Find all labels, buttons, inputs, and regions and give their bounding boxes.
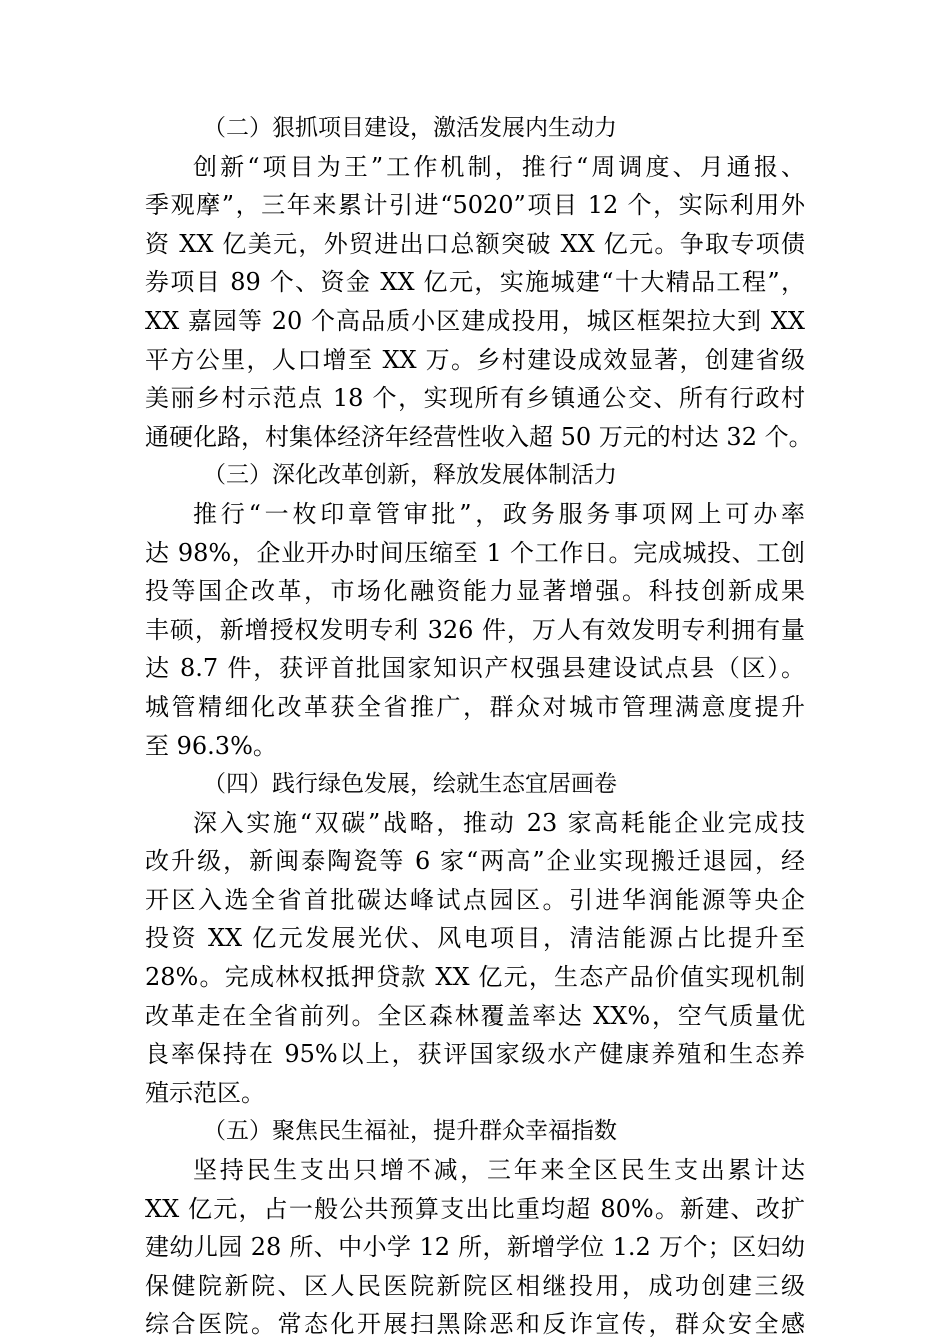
section-heading-4: （四）践行绿色发展，绘就生态宜居画卷 — [203, 771, 617, 798]
section-heading-5: （五）聚焦民生福祉，提升群众幸福指数 — [203, 1118, 617, 1145]
paragraph-line: 城管精细化改革获全省推广，群众对城市管理满意度提升 — [145, 692, 805, 721]
paragraph-line: 坚持民生支出只增不减，三年来全区民生支出累计达 — [193, 1156, 805, 1185]
paragraph-line: 创新“项目为王”工作机制，推行“周调度、月通报、 — [193, 152, 805, 181]
paragraph-line: 季观摩”，三年来累计引进“5020”项目 12 个，实际利用外 — [145, 191, 805, 220]
paragraph-line: 开区入选全省首批碳达峰试点园区。引进华润能源等央企 — [145, 885, 805, 914]
paragraph-line: 改革走在全省前列。全区森林覆盖率达 XX%，空气质量优 — [145, 1001, 805, 1030]
paragraph-line: 美丽乡村示范点 18 个，实现所有乡镇通公交、所有行政村 — [145, 384, 805, 413]
paragraph-line: 资 XX 亿美元，外贸进出口总额突破 XX 亿元。争取专项债 — [145, 229, 805, 258]
paragraph-line: 平方公里，人口增至 XX 万。乡村建设成效显著，创建省级 — [145, 345, 805, 374]
paragraph-line: 保健院新院、区人民医院新院区相继投用，成功创建三级 — [145, 1271, 805, 1300]
paragraph-line: 达 8.7 件，获评首批国家知识产权强县建设试点县（区）。 — [145, 654, 805, 683]
paragraph-line: 达 98%，企业开办时间压缩至 1 个工作日。完成城投、工创 — [145, 538, 805, 567]
paragraph-line: 改升级，新闽泰陶瓷等 6 家“两高”企业实现搬迁退园，经 — [145, 847, 805, 876]
paragraph-line: 殖示范区。 — [145, 1078, 265, 1107]
paragraph-line: 推行“一枚印章管审批”，政务服务事项网上可办率 — [193, 499, 805, 528]
paragraph-line: 投等国企改革，市场化融资能力显著增强。科技创新成果 — [145, 577, 805, 606]
paragraph-line: 28%。完成林权抵押贷款 XX 亿元，生态产品价值实现机制 — [145, 963, 805, 992]
paragraph-line: 券项目 89 个、资金 XX 亿元，实施城建“十大精品工程”， — [145, 268, 805, 297]
paragraph-line: XX 亿元，占一般公共预算支出比重均超 80%。新建、改扩 — [145, 1194, 805, 1223]
paragraph-line: XX 嘉园等 20 个高品质小区建成投用，城区框架拉大到 XX — [145, 306, 805, 335]
paragraph-line: 至 96.3%。 — [145, 731, 277, 760]
paragraph-line: 投资 XX 亿元发展光伏、风电项目，清洁能源占比提升至 — [145, 924, 805, 953]
paragraph-line: 建幼儿园 28 所、中小学 12 所，新增学位 1.2 万个；区妇幼 — [145, 1233, 805, 1262]
paragraph-line: 深入实施“双碳”战略，推动 23 家高耗能企业完成技 — [193, 808, 805, 837]
paragraph-line: 通硬化路，村集体经济年经营性收入超 50 万元的村达 32 个。 — [145, 422, 813, 451]
paragraph-line: 丰硕，新增授权发明专利 326 件，万人有效发明专利拥有量 — [145, 615, 805, 644]
paragraph-line: 综合医院。常态化开展扫黑除恶和反诈宣传，群众安全感 — [145, 1310, 805, 1339]
paragraph-line: 良率保持在 95%以上，获评国家级水产健康养殖和生态养 — [145, 1040, 805, 1069]
document-body — [145, 109, 813, 1344]
section-heading-2: （二）狠抓项目建设，激活发展内生动力 — [203, 115, 617, 141]
section-heading-3: （三）深化改革创新，释放发展体制活力 — [203, 462, 617, 489]
